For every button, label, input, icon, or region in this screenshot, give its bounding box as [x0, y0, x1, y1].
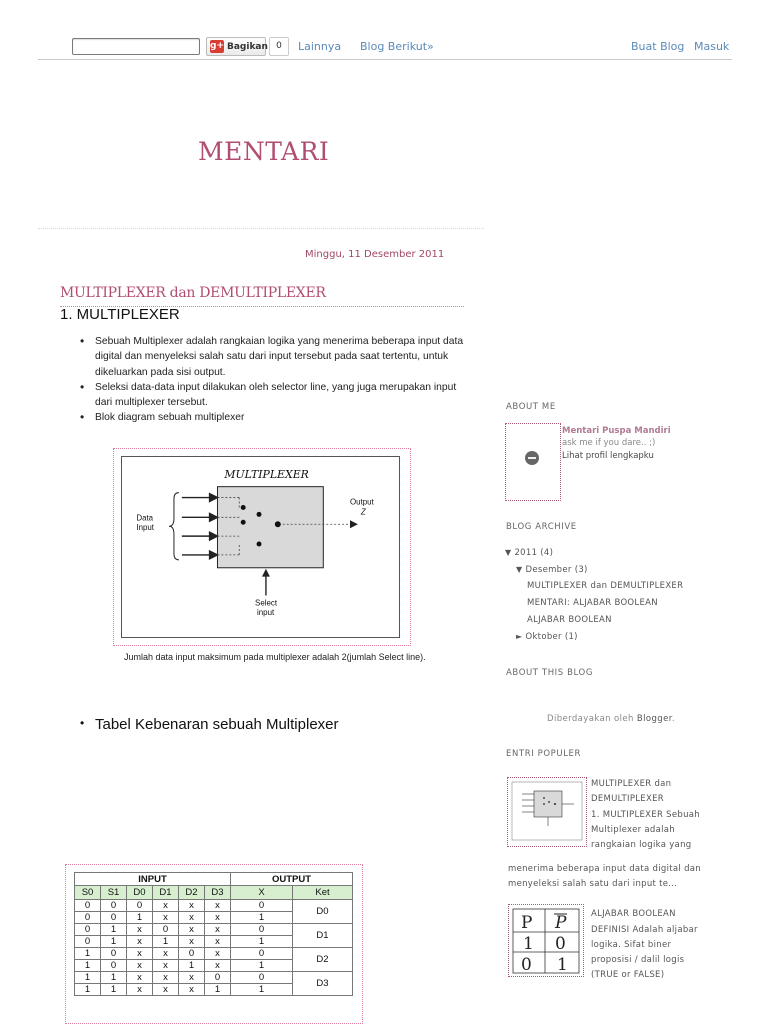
- table-cell: x: [205, 900, 231, 912]
- post-date: Minggu, 11 Desember 2011: [305, 249, 445, 260]
- table-group-header: OUTPUT: [231, 873, 353, 886]
- multiplexer-thumbnail: [508, 778, 586, 846]
- table-cell: x: [179, 900, 205, 912]
- popular-snippet: DEFINISI Adalah aljabar: [591, 925, 698, 935]
- popular-heading: ENTRI POPULER: [506, 749, 582, 759]
- truth-table: [74, 872, 353, 996]
- table-cell: x: [205, 912, 231, 924]
- gplus-share-button[interactable]: [206, 37, 266, 56]
- column-header: X: [231, 886, 293, 900]
- truth-table-thumbnail: [509, 905, 583, 976]
- column-header: D3: [205, 886, 231, 900]
- table-row: [75, 924, 353, 936]
- output-label: Output: [350, 497, 374, 507]
- next-blog-link[interactable]: Blog Berikut»: [360, 40, 434, 53]
- table-cell: 1: [231, 960, 293, 972]
- table-cell-ket: D0: [293, 900, 353, 924]
- popular-snippet: 1. MULTIPLEXER Sebuah: [591, 810, 700, 820]
- svg-text:1: 1: [557, 955, 568, 975]
- blogger-link[interactable]: Blogger: [636, 714, 672, 724]
- table-cell: 1: [153, 936, 179, 948]
- table-cell: 0: [205, 972, 231, 984]
- table-cell: x: [153, 948, 179, 960]
- input-brace: [169, 493, 179, 560]
- popular-post-title[interactable]: DEMULTIPLEXER: [591, 794, 664, 804]
- archive-month[interactable]: [516, 632, 578, 642]
- search-input[interactable]: [72, 38, 200, 55]
- svg-text:0: 0: [555, 934, 566, 954]
- bullet-list: [80, 334, 466, 426]
- output-label: Z: [360, 507, 366, 517]
- gplus-icon: g+: [210, 41, 224, 51]
- table-cell: x: [205, 924, 231, 936]
- about-heading: ABOUT ME: [506, 402, 556, 412]
- table-cell: 1: [101, 936, 127, 948]
- table-cell: 1: [231, 984, 293, 996]
- table-cell: 1: [101, 972, 127, 984]
- profile-description: ask me if you dare.. ;): [562, 438, 656, 448]
- svg-text:P: P: [521, 913, 533, 933]
- table-cell: x: [205, 960, 231, 972]
- popular-snippet: proposisi / dalil logis: [591, 955, 685, 965]
- multiplexer-diagram[interactable]: [121, 456, 400, 638]
- popular-snippet: logika. Sifat biner: [591, 940, 672, 950]
- table-cell: 0: [101, 948, 127, 960]
- list-item: • Blok diagram sebuah multiplexer: [80, 410, 466, 425]
- table-cell: 1: [231, 912, 293, 924]
- table-cell: 1: [75, 984, 101, 996]
- table-row: [75, 972, 353, 984]
- popular-thumbnail[interactable]: [508, 904, 584, 977]
- blogger-navbar: [38, 36, 732, 60]
- mux-block: [217, 487, 323, 568]
- sign-in-link[interactable]: Masuk: [694, 40, 730, 53]
- table-cell: x: [205, 948, 231, 960]
- table-cell: 1: [101, 984, 127, 996]
- table-cell: 0: [75, 900, 101, 912]
- triangle-right-icon[interactable]: ►: [516, 632, 523, 641]
- output-arrow: [350, 520, 358, 528]
- table-cell: 0: [101, 912, 127, 924]
- table-cell: 0: [231, 924, 293, 936]
- table-cell: 0: [179, 948, 205, 960]
- input-arrows: [182, 494, 218, 559]
- table-cell: x: [153, 900, 179, 912]
- table-row: [75, 900, 353, 912]
- table-cell: 0: [231, 900, 293, 912]
- archive-month[interactable]: [516, 565, 588, 575]
- table-heading: [80, 716, 339, 733]
- data-input-label: Input: [136, 523, 154, 533]
- archive-post-link[interactable]: ALJABAR BOOLEAN: [527, 615, 612, 625]
- svg-text:0: 0: [521, 955, 532, 975]
- archive-heading: BLOG ARCHIVE: [506, 522, 577, 532]
- popular-post-title[interactable]: MULTIPLEXER dan: [591, 779, 672, 789]
- svg-text:P: P: [555, 913, 567, 933]
- diagram-title: MULTIPLEXER: [224, 467, 309, 481]
- select-label: input: [257, 608, 275, 618]
- column-header: D2: [179, 886, 205, 900]
- table-cell: 0: [231, 972, 293, 984]
- select-label: Select: [255, 598, 278, 608]
- table-cell: 1: [101, 924, 127, 936]
- table-cell-ket: D2: [293, 948, 353, 972]
- archive-year[interactable]: [505, 548, 553, 558]
- table-cell: x: [127, 924, 153, 936]
- popular-post-title[interactable]: ALJABAR BOOLEAN: [591, 909, 676, 919]
- table-cell: x: [153, 960, 179, 972]
- table-cell: 0: [153, 924, 179, 936]
- diagram-caption: Jumlah data input maksimum pada multiplexer adalah 2(jumlah Select line).: [124, 652, 426, 662]
- table-cell: 1: [75, 960, 101, 972]
- archive-post-link[interactable]: MULTIPLEXER dan DEMULTIPLEXER: [527, 581, 684, 591]
- table-cell: x: [153, 972, 179, 984]
- more-link[interactable]: Lainnya: [298, 40, 342, 53]
- table-cell: 0: [101, 900, 127, 912]
- avatar-placeholder-icon: [525, 451, 539, 465]
- about-blog-heading: ABOUT THIS BLOG: [506, 668, 594, 678]
- select-arrow: [262, 569, 270, 577]
- table-cell: x: [179, 912, 205, 924]
- gplus-share-label: Bagikan: [226, 41, 268, 52]
- table-cell: x: [127, 936, 153, 948]
- table-cell: 0: [75, 912, 101, 924]
- popular-snippet: Multiplexer adalah: [591, 825, 675, 835]
- triangle-down-icon[interactable]: ▼: [516, 565, 523, 574]
- list-item: • Seleksi data-data input dilakukan oleh selector line, yang juga merupakan input dari multiplexer tersebut.: [80, 380, 466, 411]
- profile-name[interactable]: Mentari Puspa Mandiri: [562, 426, 671, 436]
- column-header: D1: [153, 886, 179, 900]
- archive-year-label[interactable]: 2011 (4): [514, 548, 554, 558]
- powered-by: Diberdayakan oleh Blogger.: [547, 714, 675, 724]
- truth-table-frame: [65, 864, 363, 1024]
- popular-snippet: menyeleksi salah satu dari input te...: [508, 879, 678, 889]
- popular-thumbnail[interactable]: [507, 777, 587, 847]
- table-cell: 0: [75, 936, 101, 948]
- popular-snippet: (TRUE or FALSE): [591, 970, 665, 980]
- table-cell: x: [153, 984, 179, 996]
- column-header: S1: [101, 886, 127, 900]
- table-cell: x: [153, 912, 179, 924]
- header-divider: [38, 228, 484, 229]
- gplus-count: 0: [269, 37, 289, 56]
- table-row: [75, 948, 353, 960]
- table-cell: 1: [179, 960, 205, 972]
- post-title[interactable]: MULTIPLEXER dan DEMULTIPLEXER: [60, 285, 326, 301]
- table-cell: 0: [101, 960, 127, 972]
- column-header: S0: [75, 886, 101, 900]
- table-cell-ket: D3: [293, 972, 353, 996]
- table-group-header: INPUT: [75, 873, 231, 886]
- table-cell: 0: [231, 948, 293, 960]
- table-cell: 1: [127, 912, 153, 924]
- section-heading: 1. MULTIPLEXER: [60, 306, 180, 323]
- list-item: • Sebuah Multiplexer adalah rangkaian logika yang menerima beberapa input data digital dan menyeleksi salah satu dari input tersebut pada saat tertentu, untuk dikeluarkan pada sisi output.: [80, 334, 466, 380]
- data-input-label: Data: [136, 513, 154, 523]
- table-cell: x: [127, 960, 153, 972]
- table-cell: x: [179, 984, 205, 996]
- powered-prefix: Diberdayakan oleh: [547, 714, 634, 724]
- table-cell: x: [205, 936, 231, 948]
- table-cell-ket: D1: [293, 924, 353, 948]
- table-cell: x: [179, 972, 205, 984]
- column-header: Ket: [293, 886, 353, 900]
- archive-month-label[interactable]: Desember (3): [525, 565, 588, 575]
- table-cell: 1: [75, 948, 101, 960]
- popular-snippet: menerima beberapa input data digital dan: [508, 864, 701, 874]
- archive-month-label[interactable]: Oktober (1): [525, 632, 578, 642]
- profile-link[interactable]: Lihat profil lengkapku: [562, 451, 654, 461]
- archive-post-link[interactable]: MENTARI: ALJABAR BOOLEAN: [527, 598, 658, 608]
- create-blog-link[interactable]: Buat Blog: [631, 40, 685, 53]
- table-cell: 1: [231, 936, 293, 948]
- table-cell: x: [127, 972, 153, 984]
- table-cell: x: [179, 924, 205, 936]
- table-cell: 0: [75, 924, 101, 936]
- table-heading-text: Tabel Kebenaran sebuah Multiplexer: [95, 716, 339, 733]
- table-cell: 1: [75, 972, 101, 984]
- svg-text:1: 1: [523, 934, 534, 954]
- table-cell: x: [127, 984, 153, 996]
- table-cell: 0: [127, 900, 153, 912]
- triangle-down-icon[interactable]: ▼: [505, 548, 512, 557]
- table-cell: x: [127, 948, 153, 960]
- table-cell: 1: [205, 984, 231, 996]
- popular-snippet: rangkaian logika yang: [591, 840, 692, 850]
- blog-title[interactable]: MENTARI: [198, 137, 330, 166]
- table-cell: x: [179, 936, 205, 948]
- column-header: D0: [127, 886, 153, 900]
